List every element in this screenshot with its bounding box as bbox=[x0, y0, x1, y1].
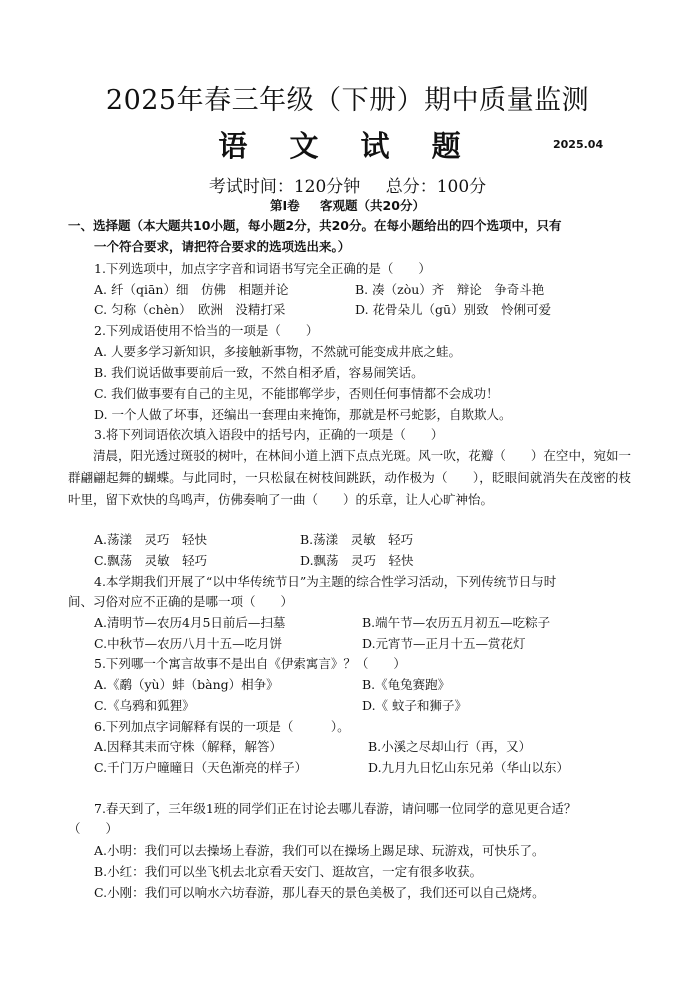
exam-date: 2025.04 bbox=[553, 138, 604, 151]
exam-title: 2025年春三年级（下册）期中质量监测 bbox=[105, 85, 590, 116]
question-stem-cont: （ ） bbox=[68, 821, 119, 836]
option-c: C.千门万户曈曈日（天色渐亮的样子） bbox=[94, 760, 308, 775]
option-d: D.元宵节—正月十五—赏花灯 bbox=[362, 636, 526, 651]
section-heading-cont: 一个符合要求，请把符合要求的选项选出来。） bbox=[94, 239, 351, 254]
option-c: C.飘荡 灵敏 轻巧 bbox=[94, 553, 208, 568]
subject-title: 语 文 试 题 bbox=[218, 129, 477, 163]
volume-desc: 客观题（共20分） bbox=[320, 198, 425, 213]
option-c: C.小刚：我们可以响水六坊春游，那儿春天的景色美极了，我们还可以自己烧烤。 bbox=[94, 885, 545, 900]
option-c: C.《乌鸦和狐狸》 bbox=[94, 698, 195, 713]
option-b: B.小溪之尽却山行（再，又） bbox=[368, 739, 532, 754]
question-stem-cont: 间、习俗对应不正确的是哪一项（ ） bbox=[68, 594, 294, 609]
section-heading: 一、选择题（本大题共10小题，每小题2分，共20分。在每小题给出的四个选项中，只有 bbox=[68, 218, 562, 233]
option-d: D.九月九日忆山东兄弟（华山以东） bbox=[368, 760, 570, 775]
option-c: C.中秋节—农历八月十五—吃月饼 bbox=[94, 636, 283, 651]
exam-info bbox=[0, 172, 695, 197]
question-stem: 5.下列哪一个寓言故事不是出自《伊索寓言》？（ ） bbox=[94, 656, 406, 671]
volume-heading bbox=[0, 196, 695, 214]
option-d: D. 花骨朵儿（gū）别致 怜俐可爱 bbox=[355, 302, 552, 317]
exam-time: 考试时间：120分钟 bbox=[208, 177, 361, 197]
option-a: A.《鹬（yù）蚌（bàng）相争》 bbox=[94, 677, 279, 692]
option-a: A.小明：我们可以去操场上春游，我们可以在操场上踢足球、玩游戏，可快乐了。 bbox=[94, 843, 545, 858]
exam-total: 总分：100分 bbox=[385, 177, 487, 197]
question-stem: 1.下列选项中，加点字字音和词语书写完全正确的是（ ） bbox=[94, 261, 431, 276]
question-stem: 3.将下列词语依次填入语段中的括号内，正确的一项是（ ） bbox=[94, 427, 444, 442]
option-a: A.荡漾 灵巧 轻快 bbox=[94, 532, 208, 547]
option-b: B.荡漾 灵敏 轻巧 bbox=[300, 532, 414, 547]
option-a: A.因释其耒而守株（解释，解答） bbox=[94, 739, 283, 754]
question-stem: 2.下列成语使用不恰当的一项是（ ） bbox=[94, 323, 319, 338]
option-a: A.清明节—农历4月5日前后—扫墓 bbox=[94, 615, 286, 630]
option-b: B. 我们说话做事要前后一致，不然自相矛盾，容易闹笑话。 bbox=[94, 365, 424, 380]
question-stem: 7.春天到了，三年级1班的同学们正在讨论去哪儿春游，请问哪一位同学的意见更合适？ bbox=[94, 801, 577, 816]
option-d: D.《 蚊子和狮子》 bbox=[362, 698, 468, 713]
volume-label: 第Ⅰ卷 bbox=[270, 198, 300, 213]
option-b: B. 凑（zòu）齐 辩论 争奇斗艳 bbox=[355, 282, 545, 297]
option-b: B.《龟兔赛跑》 bbox=[362, 677, 451, 692]
question-stem: 4.本学期我们开展了“以中华传统节日”为主题的综合性学习活动，下列传统节日与时 bbox=[94, 574, 557, 589]
option-b: B.端午节—农历五月初五—吃粽子 bbox=[362, 615, 551, 630]
option-c: C. 匀称（chèn） 欧洲 没精打采 bbox=[94, 302, 286, 317]
question-stem: 6.下列加点字词解释有误的一项是（ ）。 bbox=[94, 719, 350, 734]
option-a: A. 人要多学习新知识，多接触新事物，不然就可能变成井底之蛙。 bbox=[94, 344, 461, 359]
question-passage: 清晨，阳光透过斑驳的树叶，在林间小道上洒下点点光斑。风一吹，花瓣（ ）在空中，宛如一群翩翩起舞的蝴蝶。与此同时，一只松鼠在树枝间跳跃，动作极为（ ），眨眼间就消失在茂密的枝叶里，留下欢快的鸟鸣声，仿佛奏响了一曲（ ）的乐章，让人心旷神怡。 bbox=[68, 448, 631, 507]
option-b: B.小红：我们可以坐飞机去北京看天安门、逛故宫，一定有很多收获。 bbox=[94, 864, 483, 879]
option-a: A. 纤（qiān）细 仿佛 相题并论 bbox=[94, 282, 289, 297]
option-d: D. 一个人做了坏事，还编出一套理由来掩饰，那就是杯弓蛇影，自欺欺人。 bbox=[94, 407, 512, 422]
option-d: D.飘荡 灵巧 轻快 bbox=[300, 553, 414, 568]
option-c: C. 我们做事要有自己的主见，不能邯郸学步，否则任何事情都不会成功！ bbox=[94, 386, 499, 401]
